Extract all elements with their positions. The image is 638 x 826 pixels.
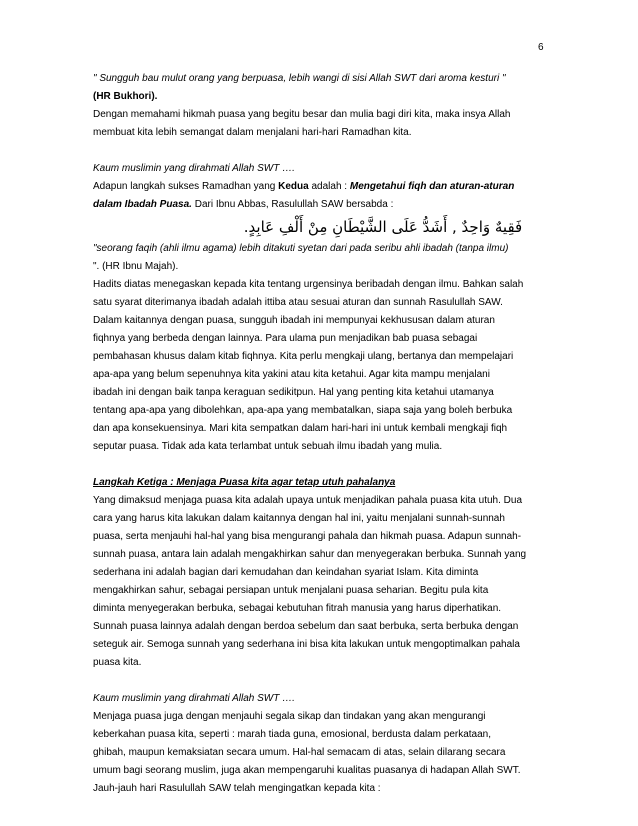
salutation: Kaum muslimin yang dirahmati Allah SWT …. xyxy=(93,693,295,704)
hadith-quote: " Sungguh bau mulut orang yang berpuasa, lebih wangi di sisi Allah SWT dari aroma kesturi " xyxy=(93,73,506,84)
paragraph-line: satu syarat diterimanya ibadah adalah ittiba atau sesuai aturan dan sunnah Rasulullah SAW. xyxy=(93,297,503,308)
paragraph-line: keberkahan puasa kita, seperti : marah tiada guna, emosional, berdusta dalam perkataan, xyxy=(93,729,492,740)
paragraph-line: umum bagi seorang muslim, juga akan mempengaruhi kualitas puasanya di hadapan Allah SWT. xyxy=(93,765,521,776)
paragraph-line: seputar puasa. Tidak ada kata terlambat untuk sebuah ilmu ibadah yang mulia. xyxy=(93,441,443,452)
paragraph-line: Hadits diatas menegaskan kepada kita tentang urgensinya beribadah dengan ilmu. Bahkan salah xyxy=(93,279,524,290)
paragraph-line: Menjaga puasa juga dengan menjauhi segala sikap dan tindakan yang akan mengurangi xyxy=(93,711,486,722)
paragraph-line: puasa, serta menjauhi hal-hal yang bisa mengurangi pahala dan hikmah puasa. Adapun sunnah- xyxy=(93,531,522,542)
paragraph-line: ibadah ini dengan baik tanpa keraguan sedikitpun. Hal yang penting kita ketahui utamanya xyxy=(93,387,494,398)
emphasis-topic: dalam Ibadah Puasa. xyxy=(93,199,192,210)
section-heading: Langkah Ketiga : Menjaga Puasa kita agar tetap utuh pahalanya xyxy=(93,477,396,488)
text-run: Dari Ibnu Abbas, Rasulullah SAW bersabda : xyxy=(191,199,394,210)
paragraph-line: apa-apa yang belum sepenuhnya kita yakini atau kita ketahui. Agar kita mampu menjalani xyxy=(93,369,490,380)
paragraph-line: Jauh-jauh hari Rasulullah SAW telah mengingatkan kepada kita : xyxy=(93,783,381,794)
paragraph-line: tentang apa-apa yang dibolehkan, apa-apa yang membatalkan, siapa saja yang boleh berbuka xyxy=(93,405,513,416)
paragraph-line: membuat kita lebih semangat dalam menjalani hari-hari Ramadhan kita. xyxy=(93,127,412,138)
hadith-source: ". (HR Ibnu Majah). xyxy=(93,261,179,272)
paragraph-line: mengakhirkan sahur, sebagai persiapan untuk menjalani puasa seharian. Begitu pula kita xyxy=(93,585,489,596)
document-body xyxy=(93,70,553,798)
salutation: Kaum muslimin yang dirahmati Allah SWT …. xyxy=(93,163,295,174)
paragraph-line xyxy=(93,178,553,196)
paragraph-line: diminta menyegerakan berbuka, sebagai kebutuhan fitrah manusia yang harus diperhatikan. xyxy=(93,603,502,614)
page-number: 6 xyxy=(538,42,544,53)
hadith-source: (HR Bukhori). xyxy=(93,91,158,102)
text-run: Adapun langkah sukses Ramadhan yang xyxy=(93,181,279,192)
paragraph-line: puasa kita. xyxy=(93,657,142,668)
hadith-translation: "seorang faqih (ahli ilmu agama) lebih ditakuti syetan dari pada seribu ahli ibadah (tanpa ilmu) xyxy=(93,243,509,254)
paragraph-line: dan apa konsekuensinya. Mari kita sempatkan dalam hari-hari ini untuk kembali mengkaji fiqh xyxy=(93,423,508,434)
paragraph-line: seteguk air. Semoga sunnah yang sederhana ini bisa kita lakukan untuk mengoptimalkan pahala xyxy=(93,639,520,650)
text-run: adalah : xyxy=(308,181,350,192)
paragraph-line: sederhana ini adalah bagian dari kemudahan dan keindahan syariat Islam. Kita diminta xyxy=(93,567,479,578)
paragraph-line: sunnah puasa, antara lain adalah mengakhirkan sahur dan menyegerakan berbuka. Sunnah yang xyxy=(93,549,527,560)
paragraph-line: ghibah, maupun kemaksiatan secara umum. Hal-hal semacam di atas, selain dilarang secara xyxy=(93,747,506,758)
paragraph-line: Sunnah puasa lainnya adalah dengan berdoa sebelum dan saat berbuka, serta berbuka dengan xyxy=(93,621,519,632)
paragraph-line xyxy=(93,196,553,214)
emphasis-kedua: Kedua xyxy=(278,181,309,192)
paragraph-line: Yang dimaksud menjaga puasa kita adalah upaya untuk menjadikan pahala puasa kita utuh. Dua xyxy=(93,495,522,506)
paragraph-line: pembahasan khusus dalam kitab fiqhnya. Kita perlu mengkaji ulang, bertanya dan mempelajari xyxy=(93,351,514,362)
paragraph-line: Dengan memahami hikmah puasa yang begitu besar dan mulia bagi diri kita, maka insya Allah xyxy=(93,109,511,120)
paragraph-line: Dalam kaitannya dengan puasa, sungguh ibadah ini mempunyai kekhususan dalam aturan xyxy=(93,315,495,326)
arabic-hadith: فَقِيهٌ وَاحِدٌ , أَشَدُّ عَلَى الشَّيْطَانِ مِنْ أَلْفِ عَابِدٍ. xyxy=(243,218,523,236)
emphasis-topic: Mengetahui fiqh dan aturan-aturan xyxy=(349,181,515,192)
paragraph-line: cara yang harus kita lakukan dalam kaitannya dengan hal ini, yaitu menjalani sunnah-sunnah xyxy=(93,513,505,524)
paragraph-line: fiqhnya yang berbeda dengan lainnya. Para ulama pun menjadikan bab puasa sebagai xyxy=(93,333,478,344)
